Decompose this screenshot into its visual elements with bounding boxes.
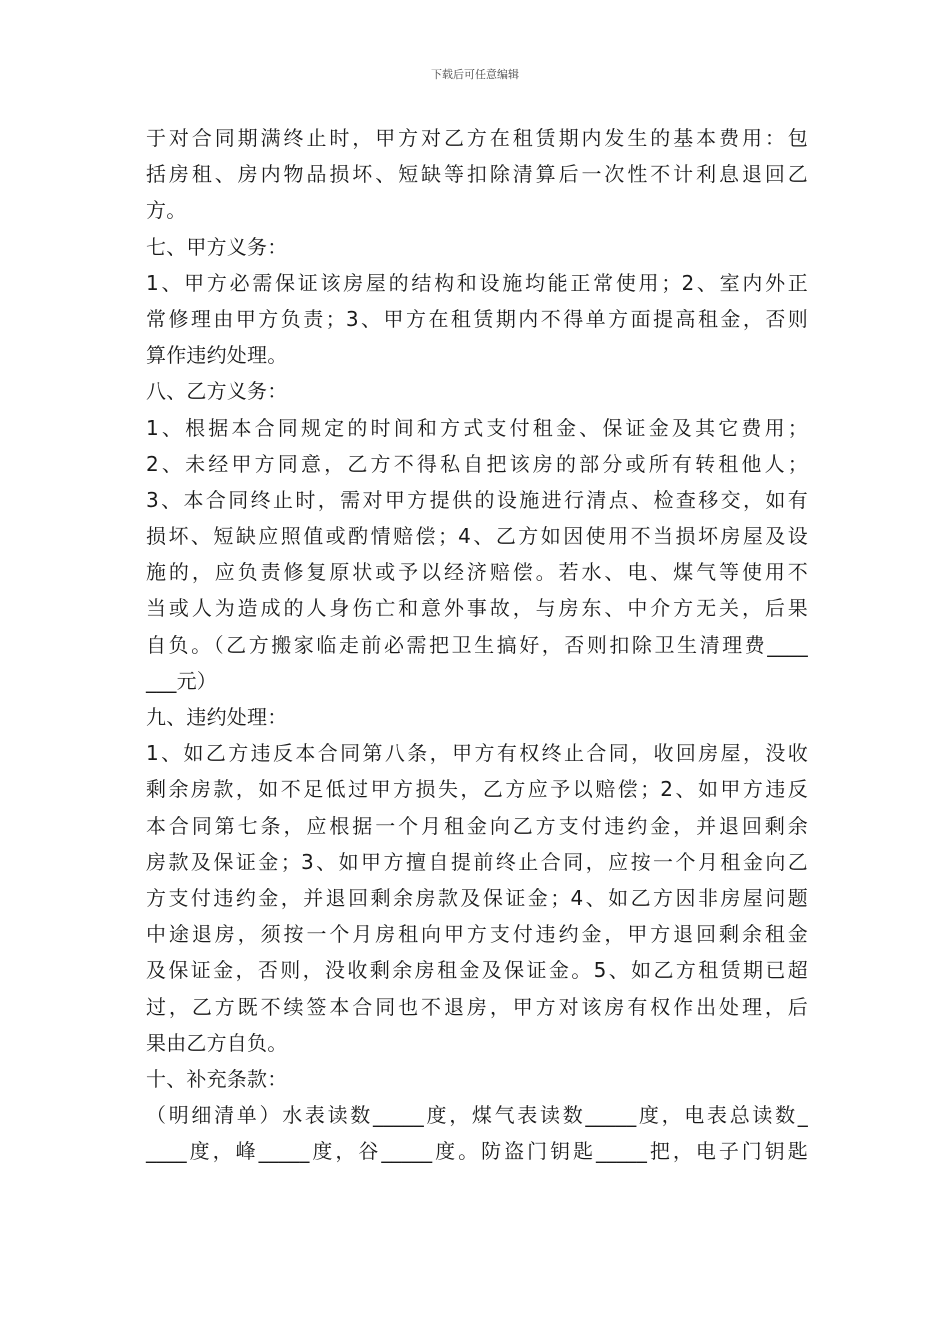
text-line: ____度，峰_____度，谷_____度。防盗门钥匙_____把，电子门钥匙 — [146, 1139, 808, 1164]
text-line: 方。 — [146, 198, 187, 223]
text-line: 算作违约处理。 — [146, 343, 288, 368]
text-line: 房款及保证金；3、如甲方擅自提前终止合同，应按一个月租金向乙 — [146, 849, 808, 874]
text-line: 施的，应负责修复原状或予以经济赔偿。若水、电、煤气等使用不 — [146, 560, 808, 585]
text-line: 1、甲方必需保证该房屋的结构和设施均能正常使用；2、室内外正 — [146, 270, 808, 295]
text-line: 七、甲方义务： — [146, 234, 288, 259]
text-line: 及保证金，否则，没收剩余房租金及保证金。5、如乙方租赁期已超 — [146, 958, 808, 983]
text-line: 八、乙方义务： — [146, 379, 288, 404]
text-line: 当或人为造成的人身伤亡和意外事故，与房东、中介方无关，后果 — [146, 596, 808, 621]
text-line: 于对合同期满终止时，甲方对乙方在租赁期内发生的基本费用：包 — [146, 126, 808, 150]
text-line: 九、违约处理： — [146, 705, 288, 729]
text-line: 自负。（乙方搬家临走前必需把卫生搞好，否则扣除卫生清理费____ — [146, 632, 808, 657]
text-line: 1、根据本合同规定的时间和方式支付租金、保证金及其它费用； — [146, 415, 808, 440]
text-line: 括房租、房内物品损坏、短缺等扣除清算后一次性不计利息退回乙 — [146, 162, 808, 187]
text-line: 2、未经甲方同意，乙方不得私自把该房的部分或所有转租他人； — [146, 451, 808, 476]
text-line: 过，乙方既不续签本合同也不退房，甲方对该房有权作出处理，后 — [146, 994, 808, 1019]
text-line: （明细清单）水表读数_____度，煤气表读数_____度，电表总读数_ — [146, 1103, 808, 1128]
text-line: 中途退房，须按一个月房租向甲方支付违约金，甲方退回剩余租金 — [146, 922, 808, 947]
text-line: 1、如乙方违反本合同第八条，甲方有权终止合同，收回房屋，没收 — [146, 741, 808, 766]
text-line: 果由乙方自负。 — [146, 1030, 288, 1055]
text-line: ___元） — [146, 668, 217, 693]
text-line: 剩余房款，如不足低过甲方损失，乙方应予以赔偿；2、如甲方违反 — [146, 777, 808, 802]
text-line: 方支付违约金，并退回剩余房款及保证金；4、如乙方因非房屋问题 — [146, 885, 808, 910]
text-line: 十、补充条款： — [146, 1066, 288, 1091]
text-line: 损坏、短缺应照值或酌情赔偿；4、乙方如因使用不当损坏房屋及设 — [146, 524, 808, 549]
text-line: 3、本合同终止时，需对甲方提供的设施进行清点、检查移交，如有 — [146, 487, 808, 512]
text-line: 本合同第七条，应根据一个月租金向乙方支付违约金，并退回剩余 — [146, 813, 808, 838]
text-line: 常修理由甲方负责；3、甲方在租赁期内不得单方面提高租金，否则 — [146, 306, 808, 331]
page-header: 下载后可任意编辑 — [431, 68, 519, 81]
document-body — [146, 120, 808, 1169]
